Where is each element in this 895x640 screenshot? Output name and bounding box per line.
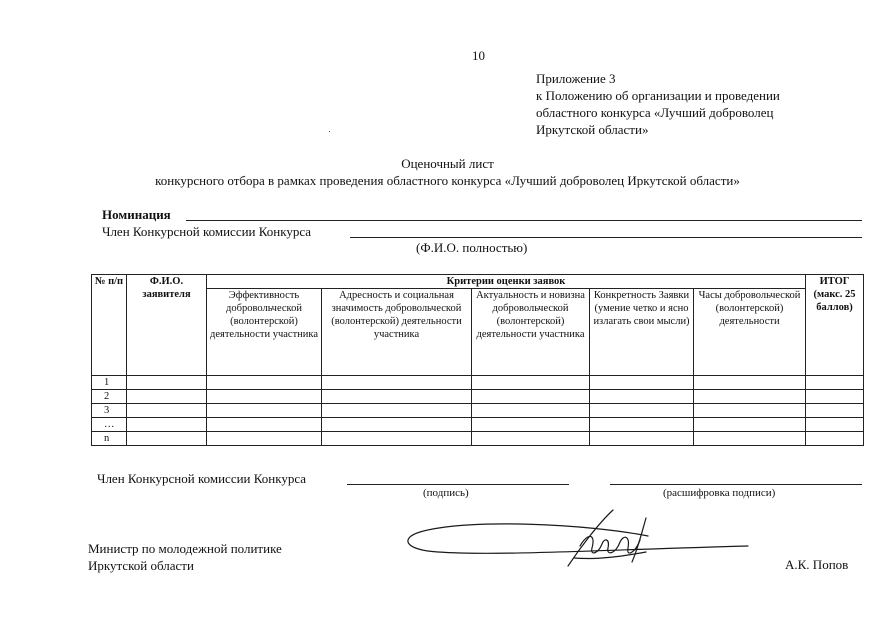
criterion-effectiveness: Эффективность добровольческой (волонтерской) деятельности участника xyxy=(207,289,322,376)
table-row xyxy=(92,376,864,390)
table-cell[interactable] xyxy=(127,404,207,418)
header-number: № п/п xyxy=(92,275,127,376)
table-cell[interactable] xyxy=(806,404,864,418)
table-cell[interactable] xyxy=(207,418,322,432)
member-field[interactable] xyxy=(350,237,862,238)
signature-field[interactable] xyxy=(347,484,569,485)
criterion-relevance: Актуальность и новизна добровольческой (волонтерской) деятельности участника xyxy=(472,289,590,376)
nomination-field[interactable] xyxy=(186,220,862,221)
table-cell[interactable] xyxy=(472,418,590,432)
table-cell[interactable] xyxy=(590,418,694,432)
appendix-line: Приложение 3 xyxy=(536,71,616,86)
appendix-line: к Положению об организации и проведении xyxy=(536,88,780,103)
header-total: ИТОГ (макс. 25 баллов) xyxy=(806,275,864,376)
table-cell[interactable] xyxy=(207,432,322,446)
signature-decode-field[interactable] xyxy=(610,484,862,485)
appendix-note xyxy=(536,70,780,138)
header-fio: Ф.И.О. заявителя xyxy=(127,275,207,376)
table-cell[interactable] xyxy=(322,432,472,446)
position-line-1: Министр по молодежной политике xyxy=(88,541,282,556)
table-row xyxy=(92,404,864,418)
fio-caption: (Ф.И.О. полностью) xyxy=(416,240,528,255)
table-cell[interactable] xyxy=(806,376,864,390)
criterion-specificity: Конкретность Заявки (умение четко и ясно излагать свои мысли) xyxy=(590,289,694,376)
appendix-line: областного конкурса «Лучший доброволец xyxy=(536,105,774,120)
table-cell[interactable] xyxy=(322,418,472,432)
table-cell[interactable] xyxy=(322,376,472,390)
table-cell[interactable] xyxy=(590,404,694,418)
table-cell[interactable] xyxy=(472,404,590,418)
table-cell[interactable] xyxy=(694,390,806,404)
row-number: 1 xyxy=(92,376,127,390)
table-cell[interactable] xyxy=(127,432,207,446)
table-cell[interactable] xyxy=(207,376,322,390)
table-cell[interactable] xyxy=(322,404,472,418)
table-cell[interactable] xyxy=(472,432,590,446)
table-cell[interactable] xyxy=(694,432,806,446)
table-cell[interactable] xyxy=(694,376,806,390)
table-cell[interactable] xyxy=(806,432,864,446)
nomination-label: Номинация xyxy=(102,207,171,222)
table-cell[interactable] xyxy=(472,376,590,390)
table-row xyxy=(92,390,864,404)
table-cell[interactable] xyxy=(806,390,864,404)
position-line-2: Иркутской области xyxy=(88,558,194,573)
decode-caption: (расшифровка подписи) xyxy=(663,487,776,499)
table-cell[interactable] xyxy=(127,390,207,404)
row-number: 2 xyxy=(92,390,127,404)
scan-speck xyxy=(329,131,330,132)
table-cell[interactable] xyxy=(127,376,207,390)
table-cell[interactable] xyxy=(207,390,322,404)
table-cell[interactable] xyxy=(590,432,694,446)
table-row xyxy=(92,418,864,432)
row-number: 3 xyxy=(92,404,127,418)
header-criteria: Критерии оценки заявок xyxy=(207,275,806,289)
row-number: n xyxy=(92,432,127,446)
document-title xyxy=(0,155,895,189)
signature-caption: (подпись) xyxy=(423,487,469,499)
table-cell[interactable] xyxy=(207,404,322,418)
table-cell[interactable] xyxy=(590,390,694,404)
table-cell[interactable] xyxy=(322,390,472,404)
evaluation-table xyxy=(91,274,864,446)
table-row xyxy=(92,432,864,446)
signatory-name: А.К. Попов xyxy=(785,557,849,572)
appendix-line: Иркутской области» xyxy=(536,122,649,137)
table-cell[interactable] xyxy=(472,390,590,404)
table-cell[interactable] xyxy=(806,418,864,432)
page-number: 10 xyxy=(472,48,485,63)
title-line-1: Оценочный лист xyxy=(401,156,494,171)
member-label: Член Конкурсной комиссии Конкурса xyxy=(102,224,312,239)
table-cell[interactable] xyxy=(694,404,806,418)
title-line-2: конкурсного отбора в рамках проведения областного конкурса «Лучший доброволец Иркутской области» xyxy=(155,173,740,188)
row-number: … xyxy=(92,418,127,432)
table-cell[interactable] xyxy=(694,418,806,432)
signature-member-label: Член Конкурсной комиссии Конкурса xyxy=(97,471,307,486)
criterion-hours: Часы добровольческой (волонтерской) деятельности xyxy=(694,289,806,376)
criterion-social-significance: Адресность и социальная значимость добровольческой (волонтерской) деятельности участника xyxy=(322,289,472,376)
table-cell[interactable] xyxy=(127,418,207,432)
table-cell[interactable] xyxy=(590,376,694,390)
handwritten-signature xyxy=(398,504,758,584)
